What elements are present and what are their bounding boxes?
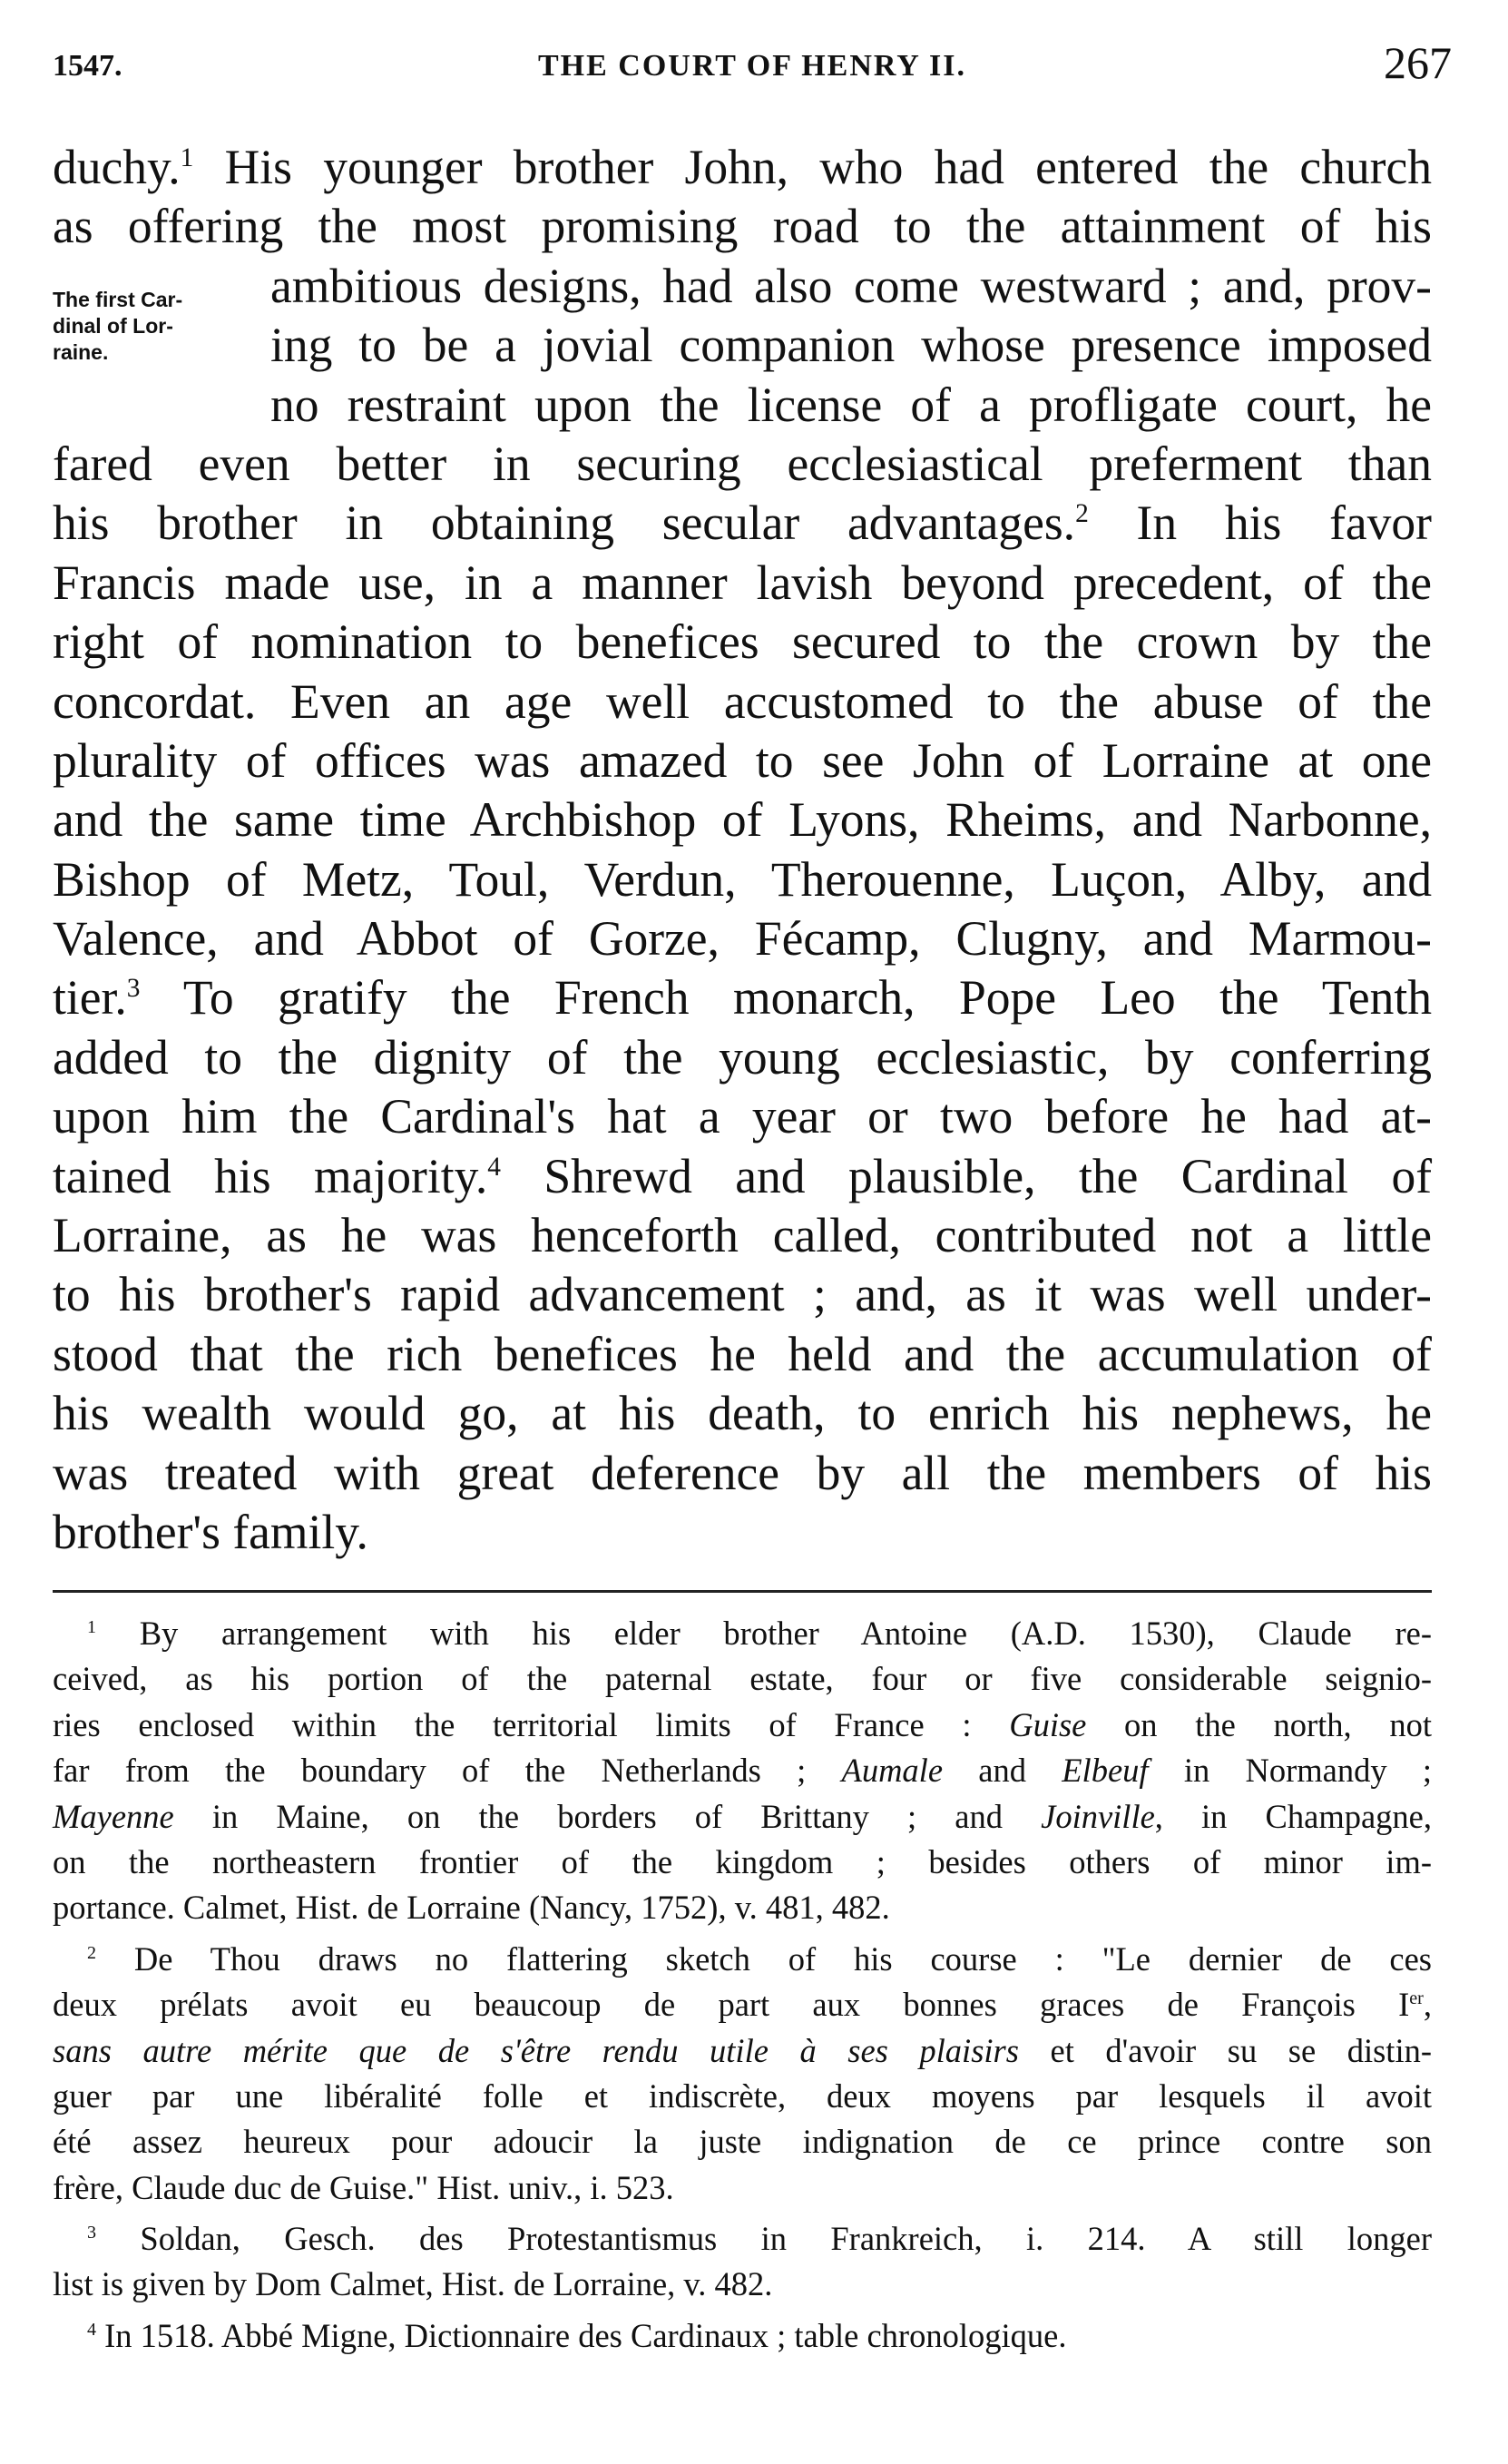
footnote-mark: 3 xyxy=(87,2222,97,2243)
text-line: to his brother's rapid advancement ; and, as it was well under- xyxy=(53,1267,1432,1322)
body-text xyxy=(53,138,1432,1562)
text-line: plurality of offices was amazed to see John of Lorraine at one xyxy=(53,732,1432,788)
text-line: stood that the rich benefices he held and the accumulation of xyxy=(53,1326,1432,1381)
text-line: right of nomination to benefices secured to the crown by the xyxy=(53,614,1432,670)
header-title: THE COURT OF HENRY II. xyxy=(537,49,967,83)
text-line: concordat. Even an age well accustomed to the abuse of the xyxy=(53,673,1432,729)
footnote-mark: 2 xyxy=(87,1942,97,1963)
margin-note-line: The first Car- xyxy=(53,288,183,311)
text-line: fared even better in securing ecclesiastical preferment than xyxy=(53,436,1432,491)
footnote-ref: 4 xyxy=(487,1152,501,1182)
footnote-line: ceived, as his portion of the paternal estate, four or five considerable seignio- xyxy=(53,1660,1432,1698)
footnote-line: ries enclosed within the territorial limits of France : Guise on the north, not xyxy=(53,1705,1432,1743)
text-line: and the same time Archbishop of Lyons, Rheims, and Narbonne, xyxy=(53,792,1432,848)
footnote-ref: 1 xyxy=(180,143,194,173)
footnote-line: $^3$ Soldan, Gesch. des Protestantismus in Frankreich, i. 214. A still longer xyxy=(87,2220,1432,2258)
text-line: brother's family. xyxy=(53,1504,368,1559)
footnote-line: frère, Claude duc de Guise." Hist. univ., i. 523. xyxy=(53,2168,674,2206)
text-line: was treated with great deference by all the members of his xyxy=(53,1445,1432,1500)
text-line: upon him the Cardinal's hat a year or two before he had at- xyxy=(53,1089,1432,1144)
text-line: duchy.$^1$ His younger brother John, who had entered the church xyxy=(53,140,1432,194)
footnote-mark: 4 xyxy=(87,2319,97,2340)
text-line: added to the dignity of the young ecclesiastic, by conferring xyxy=(53,1029,1432,1085)
text-line: Francis made use, in a manner lavish beyond precedent, of the xyxy=(53,555,1432,610)
running-header xyxy=(53,36,1452,100)
footnote-line: portance. Calmet, Hist. de Lorraine (Nancy, 1752), v. 481, 482. xyxy=(53,1889,890,1927)
footnote-line: far from the boundary of the Netherlands ; Aumale and Elbeuf in Normandy ; xyxy=(53,1752,1432,1790)
footnote-line: sans autre mérite que de s'être rendu utile à ses plaisirs et d'avoir su se distin- xyxy=(53,2031,1432,2069)
footnote-ref: 2 xyxy=(1075,499,1089,529)
text-line: his brother in obtaining secular advantages.$^2$ In his favor xyxy=(53,496,1432,551)
text-line: Valence, and Abbot of Gorze, Fécamp, Clugny, and Marmou- xyxy=(53,911,1432,967)
footnote-ref: 3 xyxy=(126,974,141,1004)
text-line: tier.$^3$ To gratify the French monarch, Pope Leo the Tenth xyxy=(53,970,1432,1026)
footnote-line: guer par une libéralité folle et indiscrète, deux moyens par lesquels il avoit xyxy=(53,2076,1432,2115)
footnote-line: $^1$ By arrangement with his elder brother Antoine (A.D. 1530), Claude re- xyxy=(87,1615,1432,1652)
text-line: as offering the most promising road to the attainment of his xyxy=(53,199,1432,254)
footnote-divider xyxy=(53,1590,1432,1593)
footnote-line: list is given by Dom Calmet, Hist. de Lorraine, v. 482. xyxy=(53,2265,773,2303)
footnote-line: $^4$ In 1518. Abbé Migne, Dictionnaire des Cardinaux ; table chronologique. xyxy=(87,2316,1067,2354)
footnote-line: $^2$ De Thou draws no flattering sketch of his course : "Le dernier de ces xyxy=(87,1939,1432,1978)
text-line: Lorraine, as he was henceforth called, contributed not a little xyxy=(53,1208,1432,1263)
footnote-line: été assez heureux pour adoucir la juste indignation de ce prince contre son xyxy=(53,2123,1432,2161)
footnote-line: Mayenne in Maine, on the borders of Brittany ; and Joinville, in Champagne, xyxy=(53,1797,1433,1835)
footnotes xyxy=(53,1611,1432,2359)
text-line: ambitious designs, had also come westward ; and, prov- xyxy=(270,258,1432,313)
text-line: ing to be a jovial companion whose presence imposed xyxy=(270,318,1432,373)
footnote-mark: 1 xyxy=(87,1616,97,1637)
text-line: no restraint upon the license of a profligate court, he xyxy=(270,377,1432,432)
margin-note-line: dinal of Lor- xyxy=(53,314,173,338)
text-line: his wealth would go, at his death, to enrich his nephews, he xyxy=(53,1386,1432,1441)
text-line: tained his majority.$^4$ Shrewd and plausible, the Cardinal of xyxy=(53,1148,1433,1203)
footnote-line: on the northeastern frontier of the kingdom ; besides others of minor im- xyxy=(53,1842,1432,1880)
footnote-line: deux prélats avoit eu beaucoup de part aux bonnes graces de François Ier, xyxy=(53,1986,1432,2024)
margin-note-line: raine. xyxy=(53,340,109,364)
text-line: Bishop of Metz, Toul, Verdun, Therouenne, Luçon, Alby, and xyxy=(53,851,1432,907)
header-year: 1547. xyxy=(53,49,122,83)
page-number: 267 xyxy=(1384,37,1452,88)
